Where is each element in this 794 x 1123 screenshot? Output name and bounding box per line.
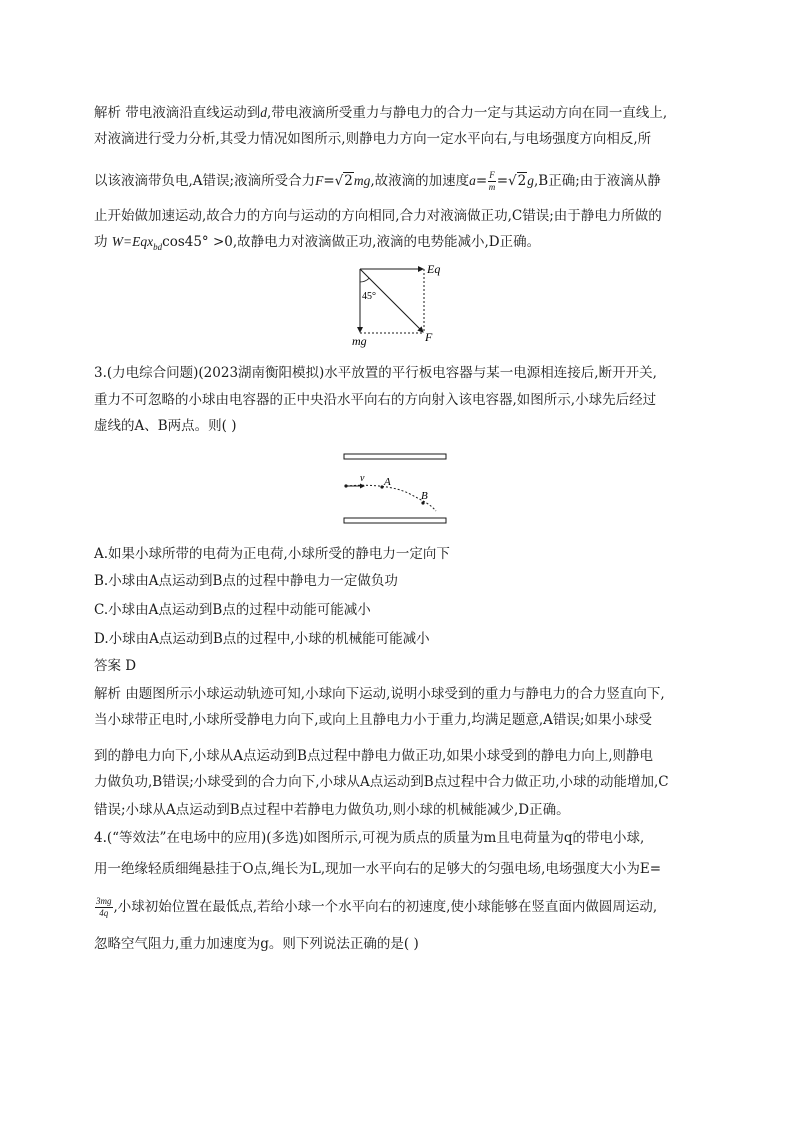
angle-arc [360, 278, 369, 282]
q2-analysis-line-1: 解析 带电液滴沿直线运动到d,带电液滴所受重力与静电力的合力一定与其运动方向在同一直线上, [94, 105, 668, 121]
fraction-f-over-m: $\frac{F}{m}$ [488, 170, 496, 192]
upper-plate [344, 454, 446, 459]
q2-analysis-line-3: 以该液滴带负电,A错误;液滴所受合力F=√2mg,故液滴的加速度a= $\frac{F}{m}$ =√2g,B正确;由于液滴从静 [94, 170, 661, 192]
q3-option-a: A.如果小球所带的电荷为正电荷,小球所受的静电力一定向下 [94, 546, 450, 562]
q3-option-d: D.小球由A点运动到B点的过程中,小球的机械能可能减小 [94, 631, 430, 647]
q3-analysis-line-1: 解析 由题图所示小球运动轨迹可知,小球向下运动,说明小球受到的重力与静电力的合力竖直向下, [94, 686, 665, 702]
q3-option-c: C.小球由A点运动到B点的过程中动能可能减小 [94, 602, 371, 618]
q3-analysis-line-2: 当小球带正电时,小球所受静电力向下,或向上且静电力小于重力,均满足题意,A错误;如果小球受 [94, 712, 652, 728]
label-a: A [384, 476, 391, 488]
q3-stem-line-1: 3.(力电综合问题)(2023湖南衡阳模拟)水平放置的平行板电容器与某一电源相连接后,断开开关, [94, 365, 657, 381]
q4-stem-line-4: 忽略空气阻力,重力加速度为g。则下列说法正确的是( ) [94, 936, 419, 952]
q3-analysis-line-5: 错误;小球从A点运动到B点过程中若静电力做负功,则小球的机械能减少,D正确。 [94, 802, 570, 818]
q4-stem-line-2: 用一绝缘轻质细绳悬挂于O点,绳长为L,现加一水平向右的足够大的匀强电场,电场强度大小为E= [94, 861, 662, 877]
q2-analysis-line-4: 止开始做加速运动,故合力的方向与运动的方向相同,合力对液滴做正功,C错误;由于静电力所做的 [94, 208, 662, 224]
label-angle: 45° [362, 291, 376, 302]
q3-stem-line-2: 重力不可忽略的小球由电容器的正中央沿水平向右的方向射入该电容器,如图所示,小球先后经过 [94, 392, 657, 408]
q3-answer: 答案 D [94, 658, 137, 674]
lower-plate [344, 518, 446, 523]
fraction-3mg-over-4q: $\frac{3mg}{4q}$ [96, 896, 112, 918]
label-mg: mg [352, 334, 367, 348]
label-eq: Eq [427, 262, 441, 276]
q4-stem-line-1: 4.(“等效法”在电场中的应用)(多选)如图所示,可视为质点的质量为m且电荷量为q的带电小球, [94, 830, 645, 846]
q3-option-b: B.小球由A点运动到B点的过程中静电力一定做负功 [94, 573, 398, 589]
q2-analysis-line-2: 对液滴进行受力分析,其受力情况如图所示,则静电力方向一定水平向右,与电场强度方向相反,所 [94, 131, 652, 147]
q2-analysis-line-5: 功 W=Eqx$_{bd}$cos45° >0,故静电力对液滴做正功,液滴的电势能减小,D正确。 [94, 234, 541, 252]
force-diagram [350, 262, 450, 348]
q3-stem-line-3: 虚线的A、B两点。则( ) [94, 418, 237, 434]
label-v: v [360, 473, 365, 484]
capacitor-diagram [340, 448, 452, 530]
label-f: F [425, 330, 433, 344]
q3-analysis-line-4: 力做负功,B错误;小球受到的合力向下,小球从A点运动到B点过程中合力做正功,小球的动能增加,C [94, 774, 669, 790]
label-b: B [421, 490, 428, 502]
q4-stem-line-3: $\frac{3mg}{4q}$ ,小球初始位置在最低点,若给小球一个水平向右的初速度,使小球能够在竖直面内做圆周运动, [96, 896, 658, 918]
q3-analysis-line-3: 到的静电力向下,小球从A点运动到B点过程中静电力做正功,如果小球受到的静电力向上,则静电 [94, 748, 654, 764]
